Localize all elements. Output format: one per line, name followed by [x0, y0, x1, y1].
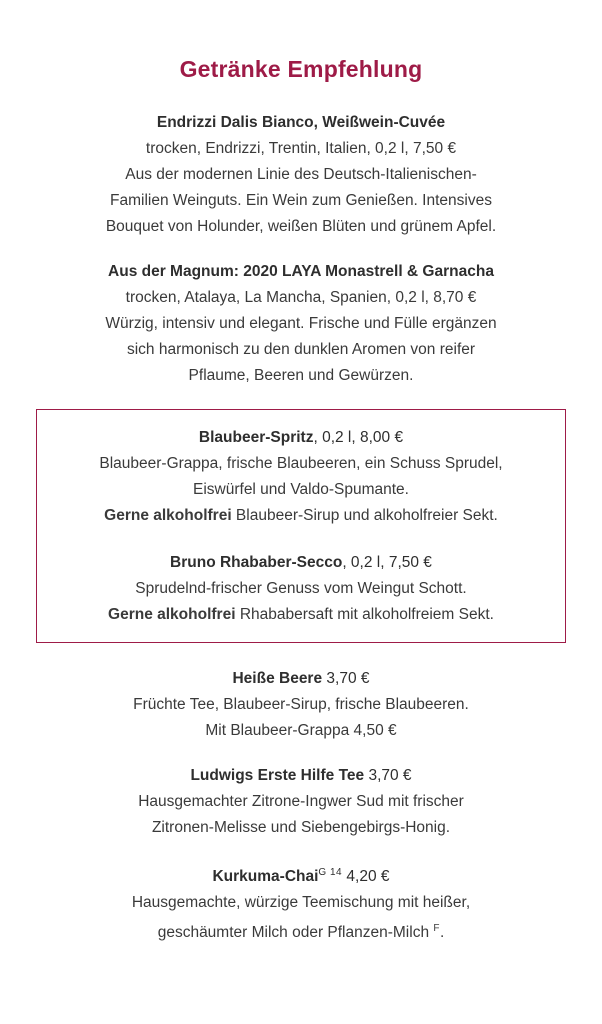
menu-item-endrizzi	[36, 109, 566, 240]
allergen-marker: F	[433, 923, 440, 935]
allergen-marker: G 14	[318, 867, 343, 878]
menu-item-line: sich harmonisch zu den dunklen Aromen von reifer	[126, 341, 476, 358]
menu-item-name: Kurkuma-Chai	[212, 868, 319, 886]
menu-item-name: Aus der Magnum: 2020 LAYA Monastrell & Garnacha	[108, 263, 494, 280]
menu-item-heading	[36, 665, 566, 692]
menu-item-blaubeer-spritz	[51, 424, 551, 529]
menu-item-line: Hausgemachte, würzige Teemischung mit heißer,	[131, 894, 471, 912]
menu-item-name: Bruno Rhababer-Secco	[170, 554, 343, 571]
alcohol-free-label: Gerne alkoholfrei	[104, 507, 232, 524]
menu-item-line: Pflaume, Beeren und Gewürzen.	[188, 367, 414, 384]
menu-item-ludwigs-erste-hilfe-tee	[36, 762, 566, 841]
menu-item-line: Sprudelnd-frischer Genuss vom Weingut Schott.	[135, 580, 467, 597]
menu-item-name: Heiße Beere	[232, 670, 323, 687]
menu-item-line: Aus der modernen Linie des Deutsch-Italienischen-	[125, 166, 477, 183]
highlighted-drinks-box	[36, 409, 566, 643]
menu-item-price: 3,70 €	[364, 767, 412, 784]
menu-item-kurkuma-chai	[36, 859, 566, 946]
menu-item-price: 3,70 €	[322, 670, 370, 687]
menu-item-heading	[36, 258, 566, 285]
menu-item-line: Bouquet von Holunder, weißen Blüten und grünem Apfel.	[105, 218, 497, 235]
menu-item-line-text: geschäumter Milch oder Pflanzen-Milch	[157, 924, 434, 942]
menu-item-line: Würzig, intensiv und elegant. Frische und Fülle ergänzen	[105, 315, 497, 332]
alcohol-free-label: Gerne alkoholfrei	[108, 606, 236, 623]
menu-item-name: Blaubeer-Spritz	[198, 429, 314, 446]
menu-item-heading	[51, 424, 551, 451]
menu-item-bruno-rhabarber-secco	[51, 549, 551, 628]
menu-item-line: Früchte Tee, Blaubeer-Sirup, frische Blaubeeren.	[133, 696, 469, 713]
menu-item-line: Zitronen-Melisse und Siebengebirgs-Honig.	[151, 819, 451, 836]
menu-item-heisse-beere	[36, 665, 566, 744]
menu-item-name: Ludwigs Erste Hilfe Tee	[190, 767, 365, 784]
menu-item-line-end: .	[439, 924, 445, 942]
alcohol-free-text: Blaubeer-Sirup und alkoholfreier Sekt.	[231, 507, 498, 524]
menu-item-line: Mit Blaubeer-Grappa 4,50 €	[205, 722, 397, 739]
menu-item-magnum-laya	[36, 258, 566, 389]
menu-item-name: Endrizzi Dalis Bianco, Weißwein-Cuvée	[156, 114, 446, 131]
menu-item-alcohol-free	[51, 602, 551, 628]
alcohol-free-text: Rhababersaft mit alkoholfreiem Sekt.	[235, 606, 494, 623]
menu-item-heading	[36, 109, 566, 136]
menu-item-line: Hausgemachter Zitrone-Ingwer Sud mit frischer	[138, 793, 464, 810]
menu-item-line	[36, 916, 566, 946]
menu-item-heading	[51, 549, 551, 576]
menu-item-line: trocken, Endrizzi, Trentin, Italien, 0,2 l, 7,50 €	[145, 140, 457, 157]
menu-item-price: , 0,2 l, 8,00 €	[313, 429, 404, 446]
menu-item-alcohol-free	[51, 503, 551, 529]
menu-item-heading	[36, 762, 566, 789]
menu-item-heading	[36, 859, 566, 890]
menu-item-price: , 0,2 l, 7,50 €	[342, 554, 432, 571]
menu-item-price: 4,20 €	[342, 868, 390, 886]
menu-item-line: Eiswürfel und Valdo-Spumante.	[193, 481, 409, 498]
menu-item-line: trocken, Atalaya, La Mancha, Spanien, 0,2 l, 8,70 €	[125, 289, 477, 306]
page-title: Getränke Empfehlung	[179, 56, 423, 82]
menu-item-line: Blaubeer-Grappa, frische Blaubeeren, ein Schuss Sprudel,	[99, 455, 503, 472]
menu-item-line: Familien Weinguts. Ein Wein zum Genießen. Intensives	[110, 192, 492, 209]
